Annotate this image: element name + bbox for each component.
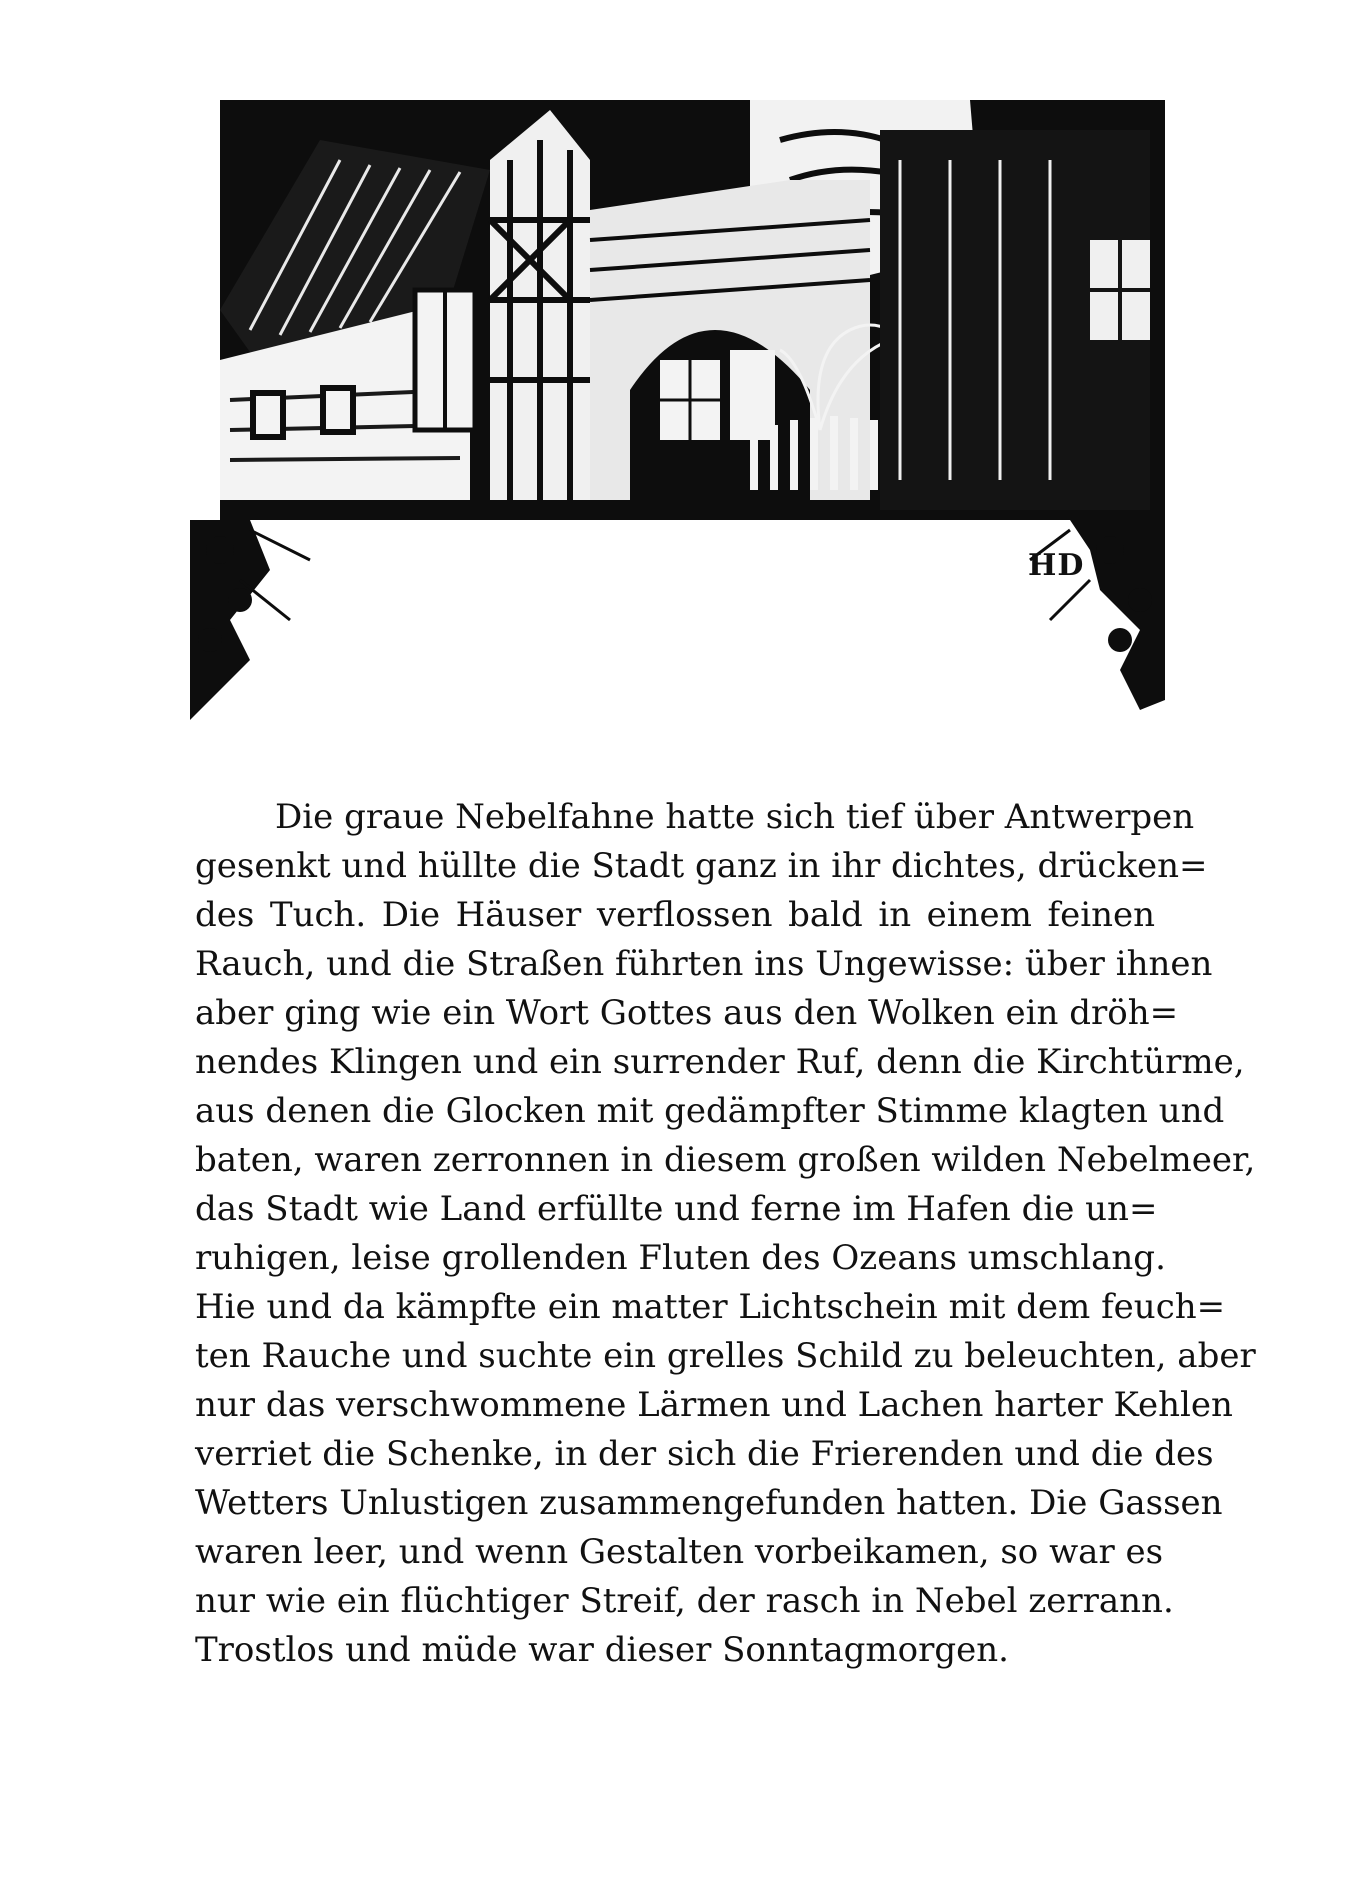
woodcut-illustration — [190, 100, 1180, 725]
text-line: aus denen die Glocken mit gedämpfter Stimme klagten und — [195, 1091, 1225, 1131]
text-line: nur das verschwommene Lärmen und Lachen harter Kehlen — [195, 1385, 1233, 1425]
text-line: Die graue Nebelfahne hatte sich tief über Antwerpen — [275, 797, 1195, 837]
text-line: das Stadt wie Land erfüllte und ferne im Hafen die un= — [195, 1189, 1158, 1229]
woodcut-street-scene-image — [190, 100, 1180, 725]
artist-monogram: HD — [1028, 548, 1085, 583]
text-line: verriet die Schenke, in der sich die Frierenden und die des — [195, 1434, 1214, 1474]
text-line: ruhigen, leise grollenden Fluten des Ozeans umschlang. — [195, 1238, 1166, 1278]
text-line: gesenkt und hüllte die Stadt ganz in ihr dichtes, drücken= — [195, 846, 1208, 886]
text-line: ten Rauche und suchte ein grelles Schild zu beleuchten, aber — [195, 1336, 1256, 1376]
text-line: nur wie ein flüchtiger Streif, der rasch in Nebel zerrann. — [195, 1581, 1174, 1621]
text-line: aber ging wie ein Wort Gottes aus den Wolken ein dröh= — [195, 993, 1179, 1033]
text-line: Hie und da kämpfte ein matter Lichtschein mit dem feuch= — [195, 1287, 1226, 1327]
text-line: Rauch, und die Straßen führten ins Ungewisse: über ihnen — [195, 944, 1213, 984]
text-line: Trostlos und müde war dieser Sonntagmorgen. — [195, 1630, 1009, 1670]
text-line: Wetters Unlustigen zusammengefunden hatten. Die Gassen — [195, 1483, 1223, 1523]
text-line: nendes Klingen und ein surrender Ruf, denn die Kirchtürme, — [195, 1042, 1245, 1082]
text-line: waren leer, und wenn Gestalten vorbeikamen, so war es — [195, 1532, 1164, 1572]
text-line: des Tuch. Die Häuser verflossen bald in einem feinen — [195, 895, 1155, 935]
text-line: baten, waren zerronnen in diesem großen wilden Nebelmeer, — [195, 1140, 1256, 1180]
body-paragraph — [195, 793, 1256, 1675]
